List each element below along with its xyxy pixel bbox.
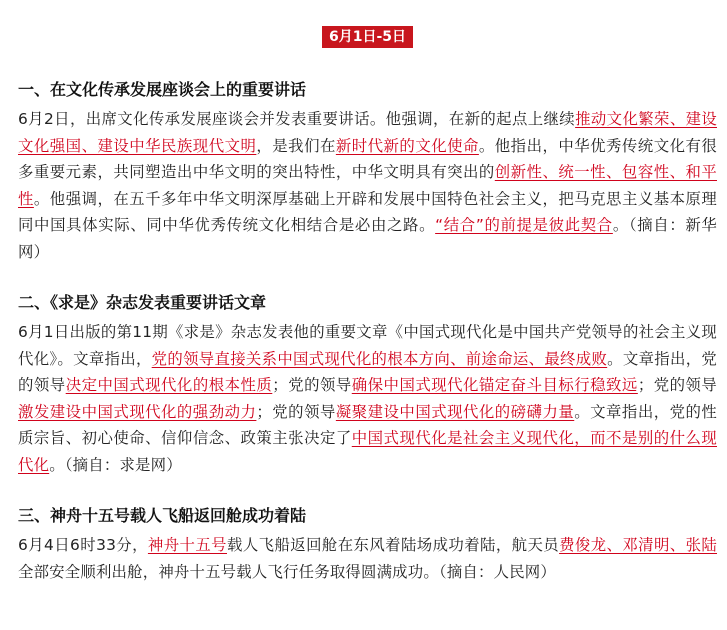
body-text: ，是我们在 — [256, 136, 336, 155]
highlight-text: 新时代新的文化使命 — [335, 136, 479, 155]
body-text: 载人飞船返回舱在东风着陆场成功着陆，航天员 — [227, 536, 560, 554]
body-text: 。他强调，在五千多年中华文明深厚基础上开辟和发展中国特色社会主义，把马克思主义基本原理同中国具体实际、同中华优秀传统文化相结合是必由之路。 — [18, 189, 718, 234]
body-text: ；党的领导 — [637, 376, 717, 394]
body-text: 。文章指出，党的领导 — [18, 349, 718, 394]
source-note: 。（摘自：新华网） — [18, 216, 717, 261]
body-text: ；党的领导 — [256, 402, 336, 421]
highlight-text: 确保中国式现代化锚定奋斗目标行稳致远 — [351, 376, 638, 394]
highlight-text: 推动文化繁荣、建设文化强国、建设中华民族现代文明 — [18, 110, 717, 155]
section-1 — [18, 78, 717, 265]
highlight-text: 决定中国式现代化的根本性质 — [65, 376, 273, 394]
highlight-text: 党的领导直接关系中国式现代化的根本方向、前途命运、最终成败 — [151, 349, 608, 368]
body-text: 。他指出，中华优秀传统文化有很多重要元素，共同塑造出中华文明的突出特性，中华文明具有突出的 — [18, 136, 717, 181]
section-title: 二、《求是》杂志发表重要讲话文章 — [18, 293, 267, 312]
highlight-text: 神舟十五号 — [147, 536, 227, 554]
body-text: 。文章指出，党的性质宗旨、初心使命、信仰信念、政策主张决定了 — [18, 402, 717, 447]
section-title: 三、神舟十五号载人飞船返回舱成功着陆 — [18, 506, 307, 525]
section-body — [18, 532, 717, 585]
source-note: 。（摘自：求是网） — [49, 455, 182, 474]
section-3 — [18, 504, 717, 585]
date-badge: 6月1日-5日 — [322, 26, 413, 48]
highlight-text: 创新性、统一性、包容性、和平性 — [18, 163, 717, 208]
body-text: 6月2日，出席文化传承发展座谈会并发表重要讲话。他强调，在新的起点上继续 — [18, 110, 576, 128]
date-header — [18, 26, 717, 48]
body-text: 6月1日出版的第11期《求是》杂志发表他的重要文章《中国式现代化是中国共产党领导的社会主义现代化》。文章指出， — [18, 323, 717, 368]
section-title: 一、在文化传承发展座谈会上的重要讲话 — [18, 80, 307, 99]
section-body — [18, 319, 717, 478]
highlight-text: 凝聚建设中国式现代化的磅礴力量 — [335, 402, 575, 421]
body-text: 6月4日6时33分， — [18, 536, 148, 554]
section-body — [18, 106, 717, 265]
section-2 — [18, 291, 717, 478]
source-note: 全部安全顺利出舱，神舟十五号载人飞行任务取得圆满成功。（摘自：人民网） — [18, 562, 556, 581]
highlight-text: 激发建设中国式现代化的强劲动力 — [18, 402, 257, 421]
body-text: ；党的领导 — [272, 376, 352, 394]
highlight-text: 费俊龙、邓清明、张陆 — [559, 536, 717, 554]
highlight-text: “结合”的前提是彼此契合 — [435, 216, 613, 234]
highlight-text: 中国式现代化是社会主义现代化，而不是别的什么现代化 — [18, 429, 718, 474]
